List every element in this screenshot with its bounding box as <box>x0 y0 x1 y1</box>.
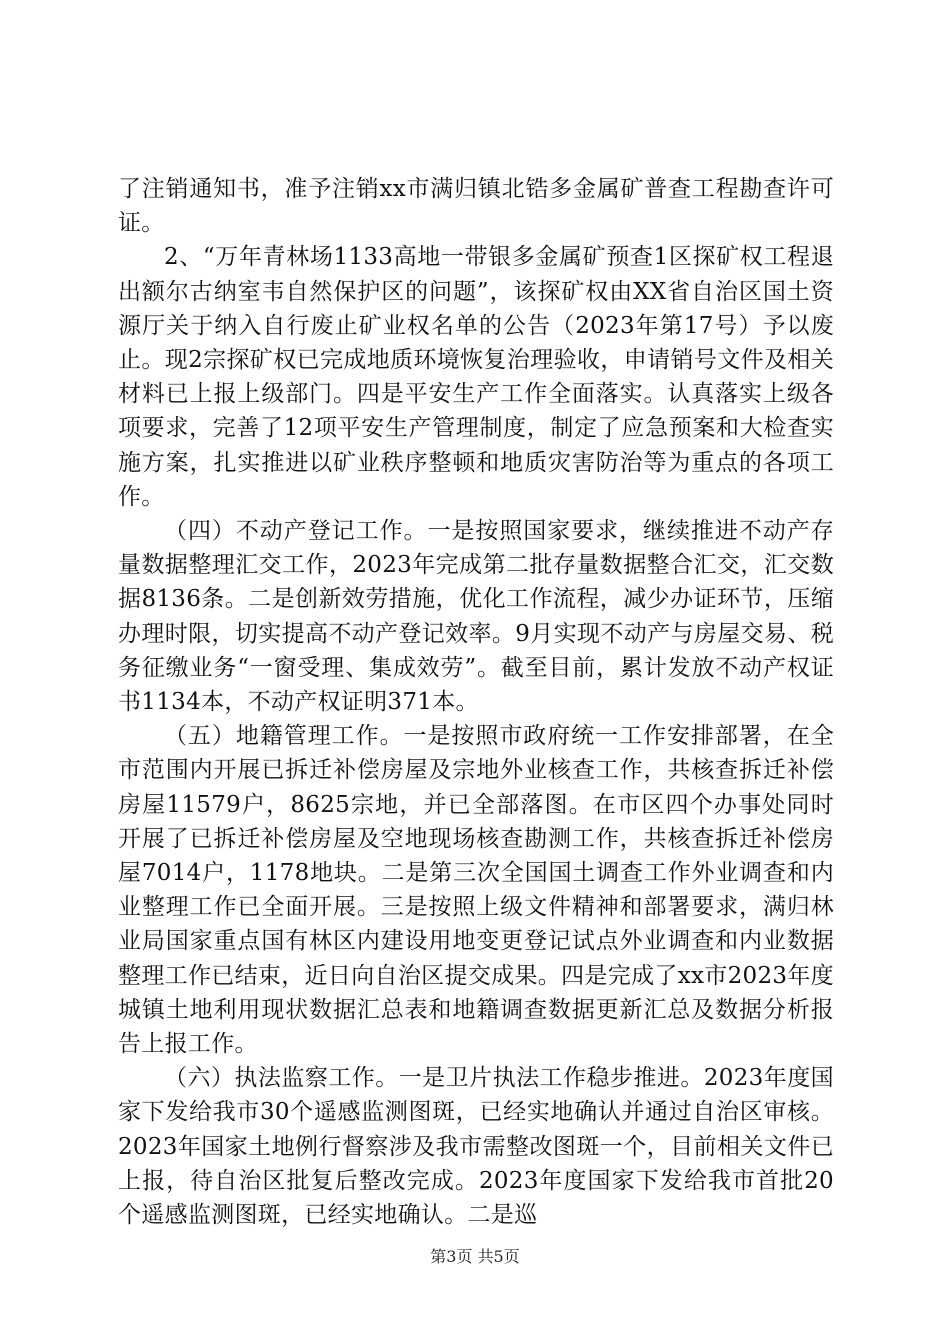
document-body <box>118 172 834 1232</box>
paragraph-4: （五）地籍管理工作。一是按照市政府统一工作安排部署，在全市范围内开展已拆迁补偿房屋及宗地外业核查工作，共核查拆迁补偿房屋11579户，8625宗地，并已全部落图。在市区四个办事处同时开展了已拆迁补偿房屋及空地现场核查勘测工作，共核查拆迁补偿房屋7014户，1178地块。二是第三次全国国土调查工作外业调查和内业整理工作已全面开展。三是按照上级文件精神和部署要求，满归林业局国家重点国有林区内建设用地变更登记试点外业调查和内业数据整理工作已结束，近日向自治区提交成果。四是完成了xx市2023年度城镇土地利用现状数据汇总表和地籍调查数据更新汇总及数据分析报告上报工作。 <box>118 723 834 1058</box>
page-footer <box>0 1244 950 1267</box>
paragraph-3: （四）不动产登记工作。一是按照国家要求，继续推进不动产存量数据整理汇交工作，2023年完成第二批存量数据整合汇交，汇交数据8136条。二是创新效劳措施，优化工作流程，减少办证环节，压缩办理时限，切实提高不动产登记效率。9月实现不动产与房屋交易、税务征缴业务“一窗受理、集成效劳”。截至目前，累计发放不动产权证书1134本，不动产权证明371本。 <box>118 518 834 716</box>
paragraph-1: 了注销通知书，准予注销xx市满归镇北锆多金属矿普查工程勘查许可证。 <box>118 176 834 237</box>
paragraph-5: （六）执法监察工作。一是卫片执法工作稳步推进。2023年度国家下发给我市30个遥感监测图斑，已经实地确认并通过自治区审核。2023年国家土地例行督察涉及我市需整改图斑一个，目前相关文件已上报，待自治区批复后整改完成。2023年度国家下发给我市首批20个遥感监测图斑，已经实地确认。二是巡 <box>118 1065 834 1229</box>
page-number: 第3页 共5页 <box>430 1247 520 1266</box>
paragraph-2: 2、“万年青林场1133高地一带银多金属矿预查1区探矿权工程退出额尔古纳室韦自然保护区的问题”，该探矿权由XX省自治区国土资源厅关于纳入自行废止矿业权名单的公告（2023年第17号）予以废止。现2宗探矿权已完成地质环境恢复治理验收，申请销号文件及相关材料已上报上级部门。四是平安生产工作全面落实。认真落实上级各项要求，完善了12项平安生产管理制度，制定了应急预案和大检查实施方案，扎实推进以矿业秩序整顿和地质灾害防治等为重点的各项工作。 <box>118 244 834 510</box>
